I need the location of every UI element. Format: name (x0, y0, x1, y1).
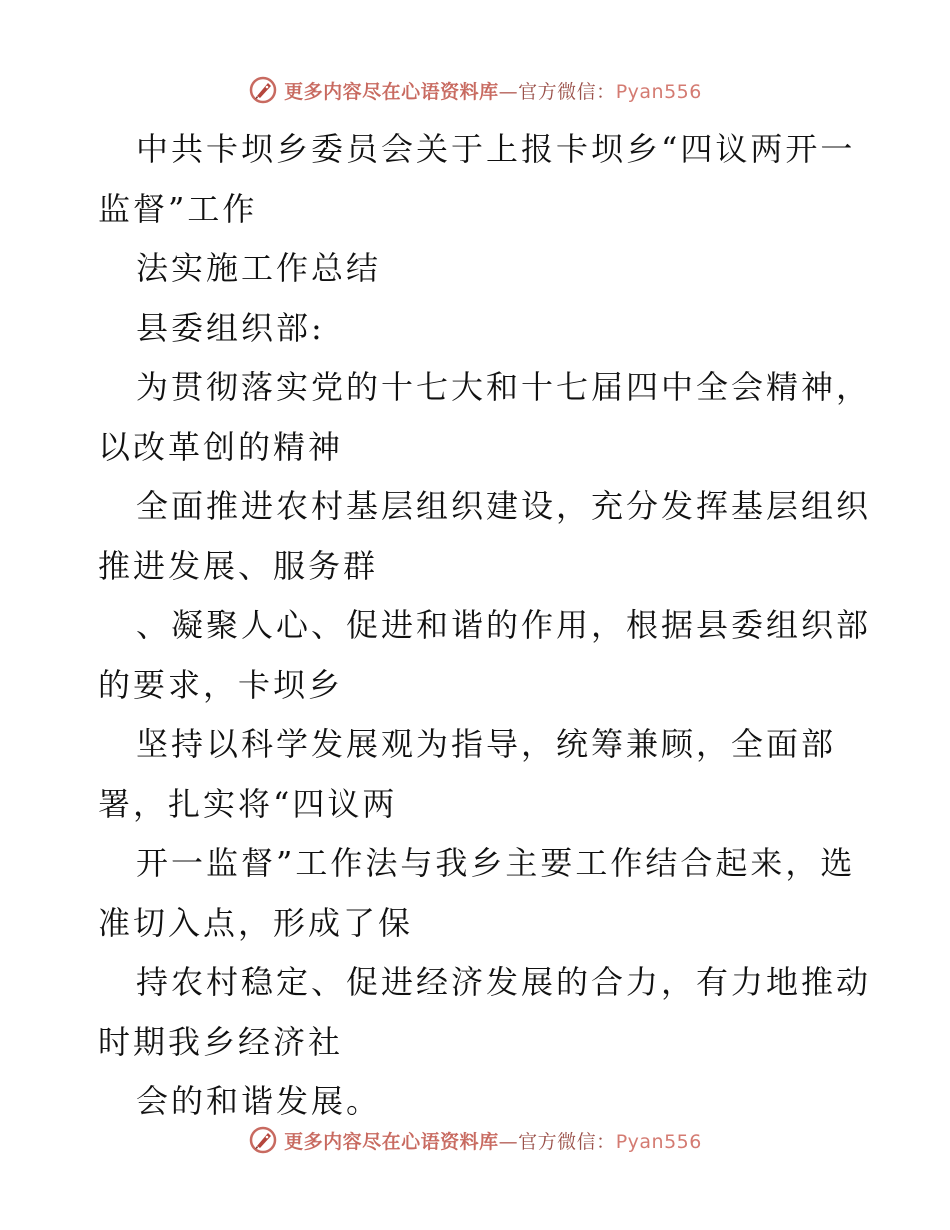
document-title-line-2: 监督”工作 (98, 189, 258, 228)
document-title-line-3: 法实施工作总结 (136, 249, 382, 287)
document-title-line-1: 中共卡坝乡委员会关于上报卡坝乡“四议两开一 (136, 130, 856, 168)
pen-nib-seal-icon (248, 1125, 278, 1155)
paragraph-line: 时期我乡经济社 (98, 1022, 344, 1061)
paragraph-line: 全面推进农村基层组织建设，充分发挥基层组织 (136, 487, 872, 525)
watermark-wechat-handle: Pyan556 (615, 1130, 702, 1153)
paragraph-line: 持农村稳定、促进经济发展的合力，有力地推动 (136, 963, 872, 1001)
paragraph-line: 署，扎实将“四议两 (98, 784, 398, 823)
paragraph-line: 的要求，卡坝乡 (98, 665, 344, 704)
watermark-wechat-handle: Pyan556 (615, 80, 702, 103)
watermark-wechat-label: 官方微信： (518, 80, 616, 103)
paragraph-line: 为贯彻落实党的十七大和十七届四中全会精神， (136, 368, 872, 406)
paragraph-line: 以改革创的精神 (98, 427, 344, 466)
paragraph-line: 会的和谐发展。 (136, 1082, 382, 1120)
paragraph-line: 开一监督”工作法与我乡主要工作结合起来，选 (136, 844, 856, 882)
paragraph-line: 、凝聚人心、促进和谐的作用，根据县委组织部 (136, 606, 872, 644)
header-watermark (0, 70, 950, 110)
watermark-wechat-label: 官方微信： (518, 1130, 616, 1153)
paragraph-line: 准切入点，形成了保 (98, 903, 414, 942)
watermark-separator: — (498, 80, 519, 103)
document-body (98, 120, 872, 1132)
pen-nib-seal-icon (248, 75, 278, 105)
footer-watermark (0, 1120, 950, 1160)
watermark-text (284, 1127, 702, 1154)
watermark-site-name: 更多内容尽在心语资料库 (284, 80, 499, 103)
watermark-site-name: 更多内容尽在心语资料库 (284, 1130, 499, 1153)
paragraph-line: 推进发展、服务群 (98, 546, 379, 585)
watermark-text (284, 77, 702, 104)
document-salutation: 县委组织部: (136, 308, 325, 347)
paragraph-line: 坚持以科学发展观为指导，统筹兼顾，全面部 (136, 725, 837, 763)
watermark-separator: — (498, 1130, 519, 1153)
